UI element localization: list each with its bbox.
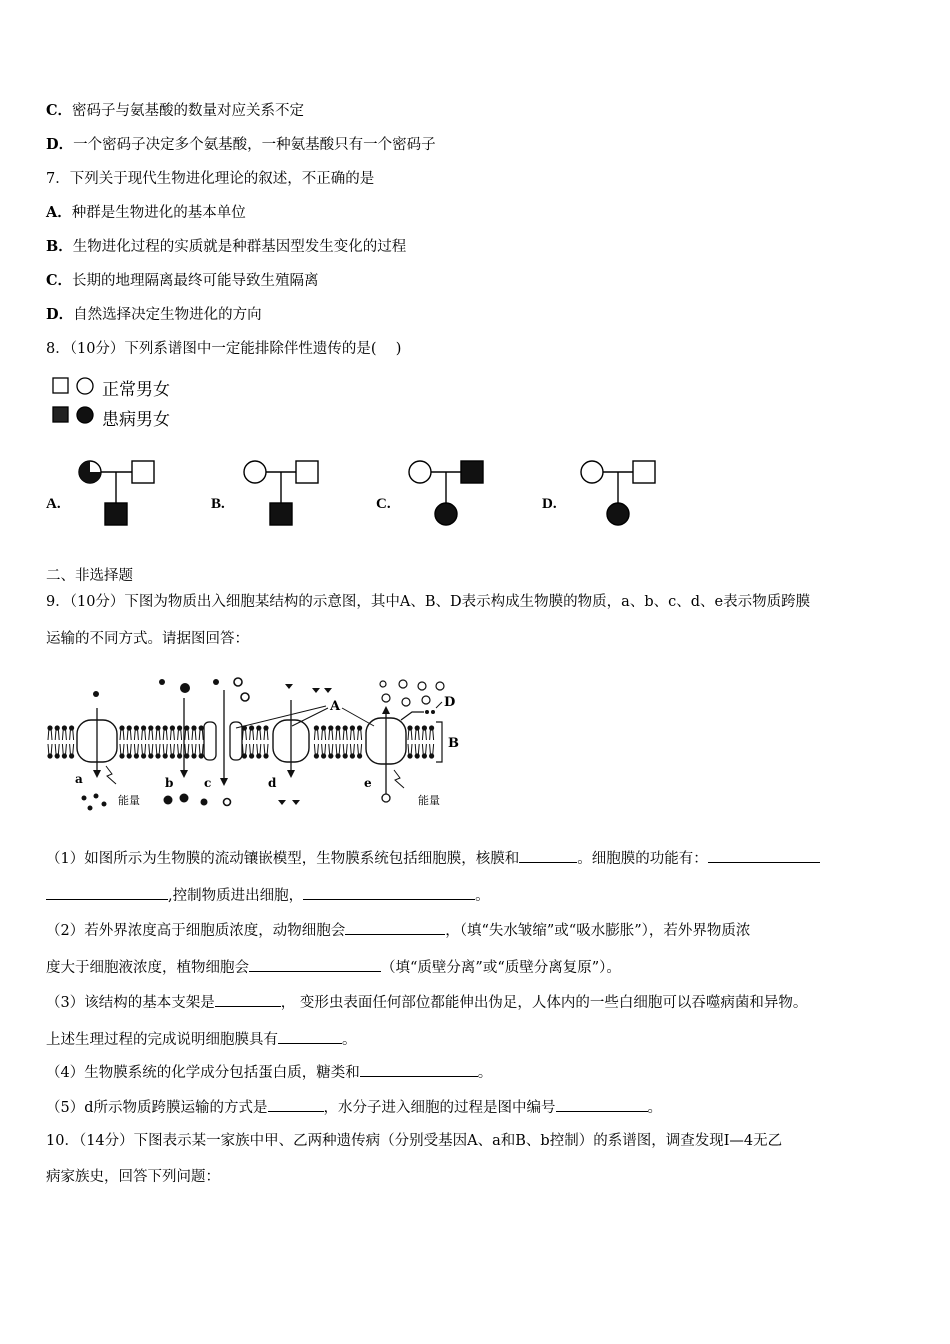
answer-blank[interactable]	[360, 1062, 478, 1077]
phospholipid-outer	[415, 725, 420, 740]
phospholipid-inner	[256, 744, 261, 759]
phospholipid-outer	[422, 725, 427, 740]
pedigree-label-c: C.	[376, 496, 391, 512]
phospholipid-outer	[134, 725, 139, 740]
pedigree-d	[577, 455, 667, 530]
phospholipid-inner	[127, 744, 132, 759]
legend-symbols	[52, 376, 98, 426]
phospholipid-inner	[134, 744, 139, 759]
q7-option-b	[46, 237, 406, 257]
phospholipid-outer	[407, 725, 412, 740]
pedigree-c	[405, 455, 495, 530]
q6-option-c	[46, 101, 304, 121]
phospholipid-outer	[263, 725, 268, 740]
phospholipid-inner	[170, 744, 175, 759]
legend-affected: 患病男女	[102, 410, 170, 430]
label-d: D	[444, 695, 456, 710]
q7-option-d	[46, 305, 262, 325]
affected-male-icon	[53, 407, 68, 422]
q9-sub3-line2: 上述生理过程的完成说明细胞膜具有 。	[46, 1029, 357, 1050]
phospholipid-inner	[47, 744, 52, 759]
phospholipid-outer	[163, 725, 168, 740]
q6-option-d	[46, 135, 436, 155]
answer-blank[interactable]	[556, 1097, 648, 1112]
phospholipid-inner	[263, 744, 268, 759]
phospholipid-outer	[170, 725, 175, 740]
q9-sub5: （5）d所示物质跨膜运输的方式是 ，水分子进入细胞的过程是图中编号 。	[46, 1097, 662, 1118]
q10-stem-line2: 病家族史，回答下列问题：	[46, 1169, 220, 1185]
q9-sub3-line1: （3）该结构的基本支架是 ， 变形虫表面任何部位都能伸出伪足，人体内的一些白细胞可以吞噬病菌和异物。	[46, 992, 807, 1013]
membrane-diagram	[44, 670, 484, 820]
father-affected-icon	[461, 461, 483, 483]
option-label: C．	[46, 272, 73, 289]
phospholipid-outer	[62, 725, 67, 740]
option-text: 长期的地理隔离最终可能导致生殖隔离	[72, 273, 319, 289]
phospholipid-outer	[141, 725, 146, 740]
label-d-lower: d	[268, 776, 277, 790]
section-title: 二、非选择题	[46, 568, 133, 584]
pedigree-label-b: B.	[211, 496, 225, 512]
phospholipid-inner	[314, 744, 319, 759]
phospholipid-outer	[256, 725, 261, 740]
phospholipid-inner	[350, 744, 355, 759]
phospholipid-inner	[163, 744, 168, 759]
phospholipid-outer	[47, 725, 52, 740]
phospholipid-inner	[328, 744, 333, 759]
phospholipid-outer	[69, 725, 74, 740]
phospholipid-outer	[119, 725, 124, 740]
channel-protein-left	[204, 722, 216, 760]
father-normal-icon	[296, 461, 318, 483]
phospholipid-outer	[350, 725, 355, 740]
phospholipid-inner	[429, 744, 434, 759]
phospholipid-inner	[415, 744, 420, 759]
phospholipid-inner	[55, 744, 60, 759]
q9-sub4: （4）生物膜系统的化学成分包括蛋白质，糖类和 。	[46, 1062, 492, 1083]
phospholipid-inner	[141, 744, 146, 759]
option-label: D．	[46, 306, 74, 323]
phospholipid-inner	[177, 744, 182, 759]
phospholipid-outer	[155, 725, 160, 740]
son-affected-icon	[105, 503, 127, 525]
phospholipid-outer	[177, 725, 182, 740]
phospholipid-outer	[199, 725, 204, 740]
phospholipid-inner	[155, 744, 160, 759]
label-a: A	[330, 699, 341, 714]
phospholipid-outer	[357, 725, 362, 740]
phospholipid-inner	[343, 744, 348, 759]
q9-stem-line1: 9．（10分）下图为物质出入细胞某结构的示意图，其中A、B、D表示构成生物膜的物质，a、b、c、d、e表示物质跨膜	[46, 594, 811, 610]
answer-blank[interactable]	[345, 920, 445, 935]
q7-option-a	[46, 203, 246, 223]
option-text: 密码子与氨基酸的数量对应关系不定	[72, 103, 305, 119]
normal-male-icon	[53, 378, 68, 393]
phospholipid-outer	[55, 725, 60, 740]
phospholipid-outer	[314, 725, 319, 740]
energy-label-2: 能量	[418, 794, 440, 807]
phospholipid-inner	[184, 744, 189, 759]
pedigree-a	[74, 455, 164, 530]
option-label: C．	[46, 102, 73, 119]
option-text: 自然选择决定生物进化的方向	[73, 307, 262, 323]
answer-blank[interactable]	[303, 885, 475, 900]
q8-stem: 8．（10分）下列系谱图中一定能排除伴性遗传的是( )	[46, 341, 402, 357]
phospholipid-outer	[191, 725, 196, 740]
phospholipid-outer	[249, 725, 254, 740]
label-b-lower: b	[165, 776, 174, 790]
pedigree-label-d: D.	[542, 496, 557, 512]
q9-stem-line2: 运输的不同方式。请据图回答：	[46, 631, 249, 647]
mother-normal-icon	[409, 461, 431, 483]
q10-stem-line1: 10．（14分）下图表示某一家族中甲、乙两种遗传病（分别受基因A、a和B、b控制）的系谱图，调查发现Ⅰ—4无乙	[46, 1133, 783, 1149]
phospholipid-inner	[119, 744, 124, 759]
affected-female-icon	[77, 407, 93, 423]
phospholipid-outer	[184, 725, 189, 740]
answer-blank[interactable]	[268, 1097, 324, 1112]
normal-female-icon	[77, 378, 93, 394]
son-affected-icon	[270, 503, 292, 525]
answer-blank[interactable]	[215, 992, 281, 1007]
option-label: A．	[46, 204, 72, 221]
option-text: 生物进化过程的实质就是种群基因型发生变化的过程	[72, 239, 407, 255]
father-normal-icon	[132, 461, 154, 483]
phospholipid-inner	[335, 744, 340, 759]
phospholipid-inner	[321, 744, 326, 759]
option-text: 种群是生物进化的基本单位	[71, 205, 246, 221]
pedigree-b	[240, 455, 330, 530]
mother-normal-icon	[581, 461, 603, 483]
answer-blank[interactable]	[519, 848, 577, 863]
answer-blank[interactable]	[249, 957, 381, 972]
daughter-affected-icon	[607, 503, 629, 525]
phospholipid-inner	[422, 744, 427, 759]
phospholipid-inner	[191, 744, 196, 759]
phospholipid-inner	[357, 744, 362, 759]
option-label: D．	[46, 136, 74, 153]
phospholipid-inner	[407, 744, 412, 759]
phospholipid-inner	[62, 744, 67, 759]
father-normal-icon	[633, 461, 655, 483]
phospholipid-inner	[148, 744, 153, 759]
label-e-lower: e	[364, 776, 372, 790]
option-label: B．	[46, 238, 73, 255]
answer-blank[interactable]	[46, 885, 168, 900]
phospholipid-inner	[69, 744, 74, 759]
daughter-affected-icon	[435, 503, 457, 525]
phospholipid-outer	[429, 725, 434, 740]
label-c-lower: c	[204, 776, 212, 790]
legend-normal: 正常男女	[102, 380, 170, 400]
phospholipid-inner	[249, 744, 254, 759]
label-a-lower: a	[75, 772, 83, 786]
option-text: 一个密码子决定多个氨基酸，一种氨基酸只有一个密码子	[73, 137, 436, 153]
q9-sub1-line2: ,控制物质进出细胞， 。	[46, 885, 490, 906]
phospholipid-outer	[321, 725, 326, 740]
phospholipid-outer	[328, 725, 333, 740]
label-b: B	[448, 736, 459, 751]
q9-sub2-line2: 度大于细胞液浓度，植物细胞会 （填“质壁分离”或“质壁分离复原”）。	[46, 957, 621, 978]
answer-blank[interactable]	[708, 848, 820, 863]
phospholipid-outer	[127, 725, 132, 740]
q9-sub2-line1: （2）若外界浓度高于细胞质浓度，动物细胞会 ，（填“失水皱缩”或“吸水膨胀”），若外界物质浓	[46, 920, 750, 941]
phospholipid-outer	[343, 725, 348, 740]
mother-normal-icon	[244, 461, 266, 483]
energy-label-1: 能量	[118, 794, 140, 807]
answer-blank[interactable]	[278, 1029, 342, 1044]
q7-option-c	[46, 271, 319, 291]
q9-sub1-line1: （1）如图所示为生物膜的流动镶嵌模型，生物膜系统包括细胞膜，核膜和 。细胞膜的功能有：	[46, 848, 820, 869]
phospholipid-outer	[335, 725, 340, 740]
phospholipid-outer	[148, 725, 153, 740]
phospholipid-inner	[199, 744, 204, 759]
q7-stem: 7．下列关于现代生物进化理论的叙述，不正确的是	[46, 171, 375, 187]
pedigree-label-a: A.	[46, 496, 61, 512]
